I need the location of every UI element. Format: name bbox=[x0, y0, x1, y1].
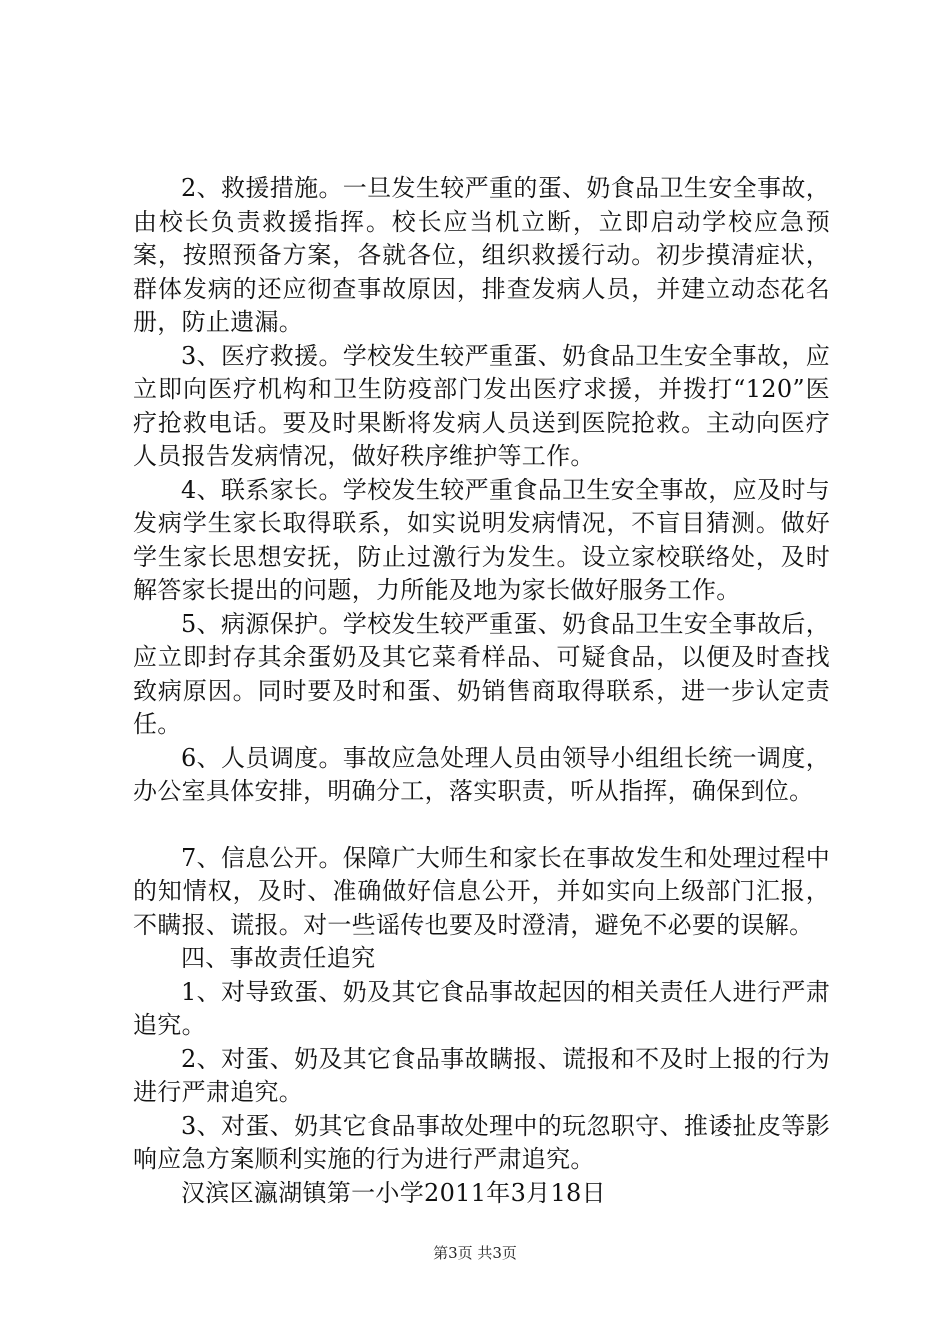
paragraph-accountability-3: 3、对蛋、奶其它食品事故处理中的玩忽职守、推诿扯皮等影响应急方案顺利实施的行为进行严肃追究。 bbox=[133, 1111, 830, 1173]
paragraph-information-disclosure: 7、信息公开。保障广大师生和家长在事故发生和处理过程中的知情权，及时、准确做好信息公开，并如实向上级部门汇报，不瞒报、谎报。对一些谣传也要及时澄清，避免不必要的误解。 bbox=[133, 843, 830, 939]
paragraph-accountability-2: 2、对蛋、奶及其它食品事故瞒报、谎报和不及时上报的行为进行严肃追究。 bbox=[133, 1044, 830, 1106]
signature-line: 汉滨区瀛湖镇第一小学2011年3月18日 bbox=[181, 1178, 606, 1207]
paragraph-medical-rescue: 3、医疗救援。学校发生较严重蛋、奶食品卫生安全事故，应立即向医疗机构和卫生防疫部门发出医疗求援，并拨打“120”医疗抢救电话。要及时果断将发病人员送到医院抢救。主动向医疗人员报告发病情况，做好秩序维护等工作。 bbox=[133, 341, 830, 470]
section-heading-accountability: 四、事故责任追究 bbox=[181, 944, 376, 972]
paragraph-accountability-1: 1、对导致蛋、奶及其它食品事故起因的相关责任人进行严肃追究。 bbox=[133, 977, 830, 1039]
paragraph-spacer bbox=[133, 809, 830, 842]
paragraph-source-protection: 5、病源保护。学校发生较严重蛋、奶食品卫生安全事故后，应立即封存其余蛋奶及其它菜肴样品、可疑食品，以便及时查找致病原因。同时要及时和蛋、奶销售商取得联系，进一步认定责任。 bbox=[133, 609, 830, 738]
paragraph-contact-parents: 4、联系家长。学校发生较严重食品卫生安全事故，应及时与发病学生家长取得联系，如实说明发病情况，不盲目猜测。做好学生家长思想安抚，防止过激行为发生。设立家校联络处，及时解答家长提出的问题，力所能及地为家长做好服务工作。 bbox=[133, 475, 830, 604]
paragraph-staff-dispatch: 6、人员调度。事故应急处理人员由领导小组组长统一调度，办公室具体安排，明确分工，落实职责，听从指挥，确保到位。 bbox=[133, 743, 830, 805]
document-body bbox=[133, 172, 830, 1210]
page-number-footer: 第3页 共3页 bbox=[433, 1244, 517, 1262]
paragraph-rescue-measures: 2、救援措施。一旦发生较严重的蛋、奶食品卫生安全事故，由校长负责救援指挥。校长应当机立断，立即启动学校应急预案，按照预备方案，各就各位，组织救援行动。初步摸清症状，群体发病的还应彻查事故原因，排查发病人员，并建立动态花名册，防止遗漏。 bbox=[133, 174, 830, 336]
